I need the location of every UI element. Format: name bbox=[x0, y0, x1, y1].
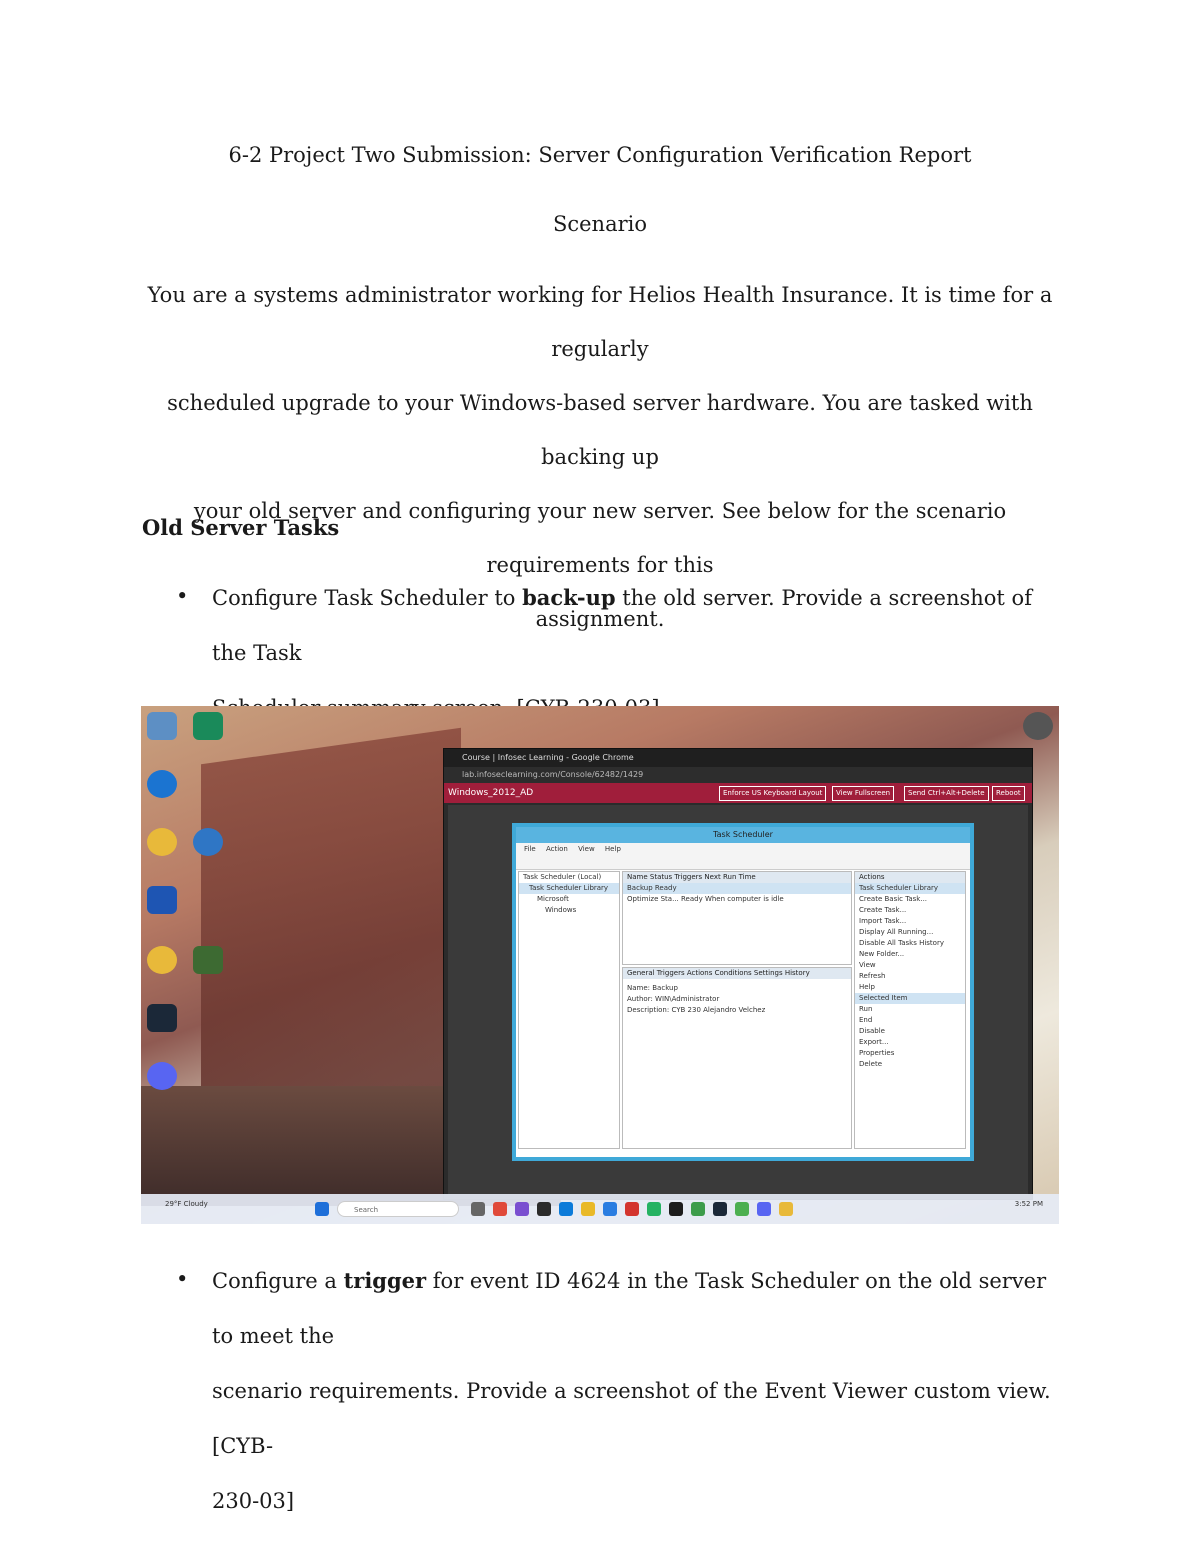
action-item[interactable]: Refresh bbox=[859, 972, 886, 980]
action-item[interactable]: Disable All Tasks History bbox=[859, 939, 944, 947]
discord-icon[interactable] bbox=[757, 1202, 771, 1216]
app-icon[interactable] bbox=[625, 1202, 639, 1216]
app-shortcut-icon bbox=[193, 946, 223, 974]
bullet-text: for event ID 4624 in the Task Scheduler on the old server to meet the bbox=[212, 1269, 1047, 1348]
app-icon[interactable] bbox=[603, 1202, 617, 1216]
weather-widget[interactable]: 29°F Cloudy bbox=[165, 1200, 208, 1208]
bullet-item-trigger bbox=[212, 1253, 1062, 1529]
document-title: 6-2 Project Two Submission: Server Configuration Verification Report bbox=[228, 143, 972, 167]
bullet-bold-text: trigger bbox=[343, 1268, 427, 1293]
keyboard-layout-button[interactable]: Enforce US Keyboard Layout bbox=[719, 786, 826, 801]
table-row[interactable]: Optimize Sta... Ready When computer is idle bbox=[627, 895, 784, 903]
ts-task-list bbox=[622, 871, 852, 965]
actions-title: Actions bbox=[855, 872, 965, 883]
app-icon[interactable] bbox=[669, 1202, 683, 1216]
app-icon[interactable] bbox=[647, 1202, 661, 1216]
action-item[interactable]: Create Task... bbox=[859, 906, 907, 914]
detail-row bbox=[623, 983, 851, 994]
chrome-icon[interactable] bbox=[779, 1202, 793, 1216]
task-scheduler-screenshot bbox=[141, 706, 1059, 1224]
discord-icon bbox=[147, 1062, 177, 1090]
bullet-marker: • bbox=[176, 584, 189, 608]
action-item[interactable]: Display All Running... bbox=[859, 928, 934, 936]
table-row[interactable]: Backup Ready bbox=[623, 883, 851, 894]
action-item[interactable]: Task Scheduler Library bbox=[855, 883, 965, 894]
bullet-text: Configure a bbox=[212, 1269, 344, 1293]
bullet-line bbox=[212, 570, 1062, 681]
browser-title: Course | Infosec Learning - Google Chrome bbox=[462, 753, 634, 762]
vm-name: Windows_2012_AD bbox=[448, 788, 534, 798]
action-item[interactable]: View bbox=[859, 961, 876, 969]
tree-item[interactable]: Microsoft bbox=[537, 895, 569, 903]
selected-item-header: Selected Item bbox=[855, 993, 965, 1004]
action-item[interactable]: Import Task... bbox=[859, 917, 907, 925]
action-item[interactable]: End bbox=[859, 1016, 873, 1024]
app-shortcut-icon bbox=[1023, 712, 1053, 740]
field-value: WIN\Administrator bbox=[655, 995, 720, 1003]
app-icon[interactable] bbox=[515, 1202, 529, 1216]
intro-line: assignment. bbox=[535, 607, 665, 631]
recycle-bin-icon bbox=[147, 712, 177, 740]
bullet-line: 230-03] bbox=[212, 1489, 295, 1513]
detail-row bbox=[623, 994, 851, 1005]
action-item[interactable]: Run bbox=[859, 1005, 873, 1013]
action-item[interactable]: Disable bbox=[859, 1027, 885, 1035]
file-explorer-icon[interactable] bbox=[581, 1202, 595, 1216]
fullscreen-button[interactable]: View Fullscreen bbox=[832, 786, 894, 801]
chrome-icon bbox=[147, 946, 177, 974]
start-icon[interactable] bbox=[315, 1202, 329, 1216]
app-icon[interactable] bbox=[493, 1202, 507, 1216]
action-item[interactable]: Properties bbox=[859, 1049, 895, 1057]
steam-icon bbox=[147, 1004, 177, 1032]
field-label: Description: bbox=[627, 1006, 670, 1014]
app-icon[interactable] bbox=[691, 1202, 705, 1216]
address-bar[interactable]: lab.infoseclearning.com/Console/62482/1429 bbox=[444, 767, 1032, 783]
app-shortcut-icon bbox=[193, 712, 223, 740]
ts-actions-pane bbox=[854, 871, 966, 1149]
intro-line: scheduled upgrade to your Windows-based server hardware. You are tasked with backing up bbox=[167, 391, 1033, 469]
detail-tabs[interactable]: General Triggers Actions Conditions Settings History bbox=[623, 968, 851, 979]
intro-line: your old server and configuring your new server. See below for the scenario requirements for this bbox=[193, 499, 1007, 577]
task-scheduler-window bbox=[512, 823, 974, 1161]
action-item[interactable]: Help bbox=[859, 983, 875, 991]
bullet-line bbox=[212, 1253, 1062, 1364]
action-item[interactable]: New Folder... bbox=[859, 950, 905, 958]
document-subtitle: Scenario bbox=[552, 212, 648, 236]
network-icon bbox=[193, 828, 223, 856]
browser-titlebar bbox=[444, 749, 1032, 767]
steam-icon[interactable] bbox=[713, 1202, 727, 1216]
vm-toolbar bbox=[444, 783, 1032, 803]
bullet-line: scenario requirements. Provide a screenshot of the Event Viewer custom view. [CYB- bbox=[212, 1379, 1051, 1458]
ts-toolbar bbox=[516, 855, 970, 870]
app-icon[interactable] bbox=[735, 1202, 749, 1216]
edge-icon[interactable] bbox=[559, 1202, 573, 1216]
ts-titlebar: Task Scheduler bbox=[516, 827, 970, 843]
edge-icon bbox=[147, 770, 177, 798]
bullet-text: the old server. Provide a screenshot of the Task bbox=[212, 586, 1032, 665]
action-item[interactable]: Create Basic Task... bbox=[859, 895, 928, 903]
field-label: Author: bbox=[627, 995, 653, 1003]
app-shortcut-icon bbox=[147, 886, 177, 914]
field-value: CYB 230 Alejandro Velchez bbox=[671, 1006, 766, 1014]
windows-taskbar bbox=[141, 1194, 1059, 1224]
intro-line: You are a systems administrator working for Helios Health Insurance. It is time for a regularly bbox=[147, 283, 1053, 361]
ts-menubar[interactable]: File Action View Help bbox=[516, 843, 970, 855]
bullet-bold-text: back-up bbox=[522, 585, 616, 610]
vm-desktop bbox=[448, 805, 1028, 1195]
action-item[interactable]: Delete bbox=[859, 1060, 882, 1068]
tree-item[interactable]: Task Scheduler Library bbox=[519, 883, 619, 894]
system-clock[interactable]: 3:52 PM bbox=[1014, 1200, 1043, 1208]
list-header: Name Status Triggers Next Run Time bbox=[623, 872, 851, 883]
bullet-marker: • bbox=[176, 1267, 189, 1291]
bullet-text: Configure Task Scheduler to bbox=[212, 586, 523, 610]
tree-item[interactable]: Task Scheduler (Local) bbox=[523, 873, 602, 881]
chrome-icon bbox=[147, 828, 177, 856]
ts-detail-pane bbox=[622, 967, 852, 1149]
task-view-icon[interactable] bbox=[471, 1202, 485, 1216]
background-building-art bbox=[201, 728, 461, 1145]
field-label: Name: bbox=[627, 984, 651, 992]
reboot-button[interactable]: Reboot bbox=[992, 786, 1025, 801]
browser-window bbox=[443, 748, 1033, 1200]
ctrl-alt-del-button[interactable]: Send Ctrl+Alt+Delete bbox=[904, 786, 989, 801]
ts-tree bbox=[518, 871, 620, 1149]
action-item[interactable]: Export... bbox=[859, 1038, 889, 1046]
taskbar-search-input[interactable]: Search bbox=[337, 1201, 459, 1217]
tree-item[interactable]: Windows bbox=[545, 906, 577, 914]
section-heading: Old Server Tasks bbox=[142, 515, 340, 540]
field-value: Backup bbox=[652, 984, 678, 992]
terminal-icon[interactable] bbox=[537, 1202, 551, 1216]
detail-row bbox=[623, 1005, 851, 1016]
